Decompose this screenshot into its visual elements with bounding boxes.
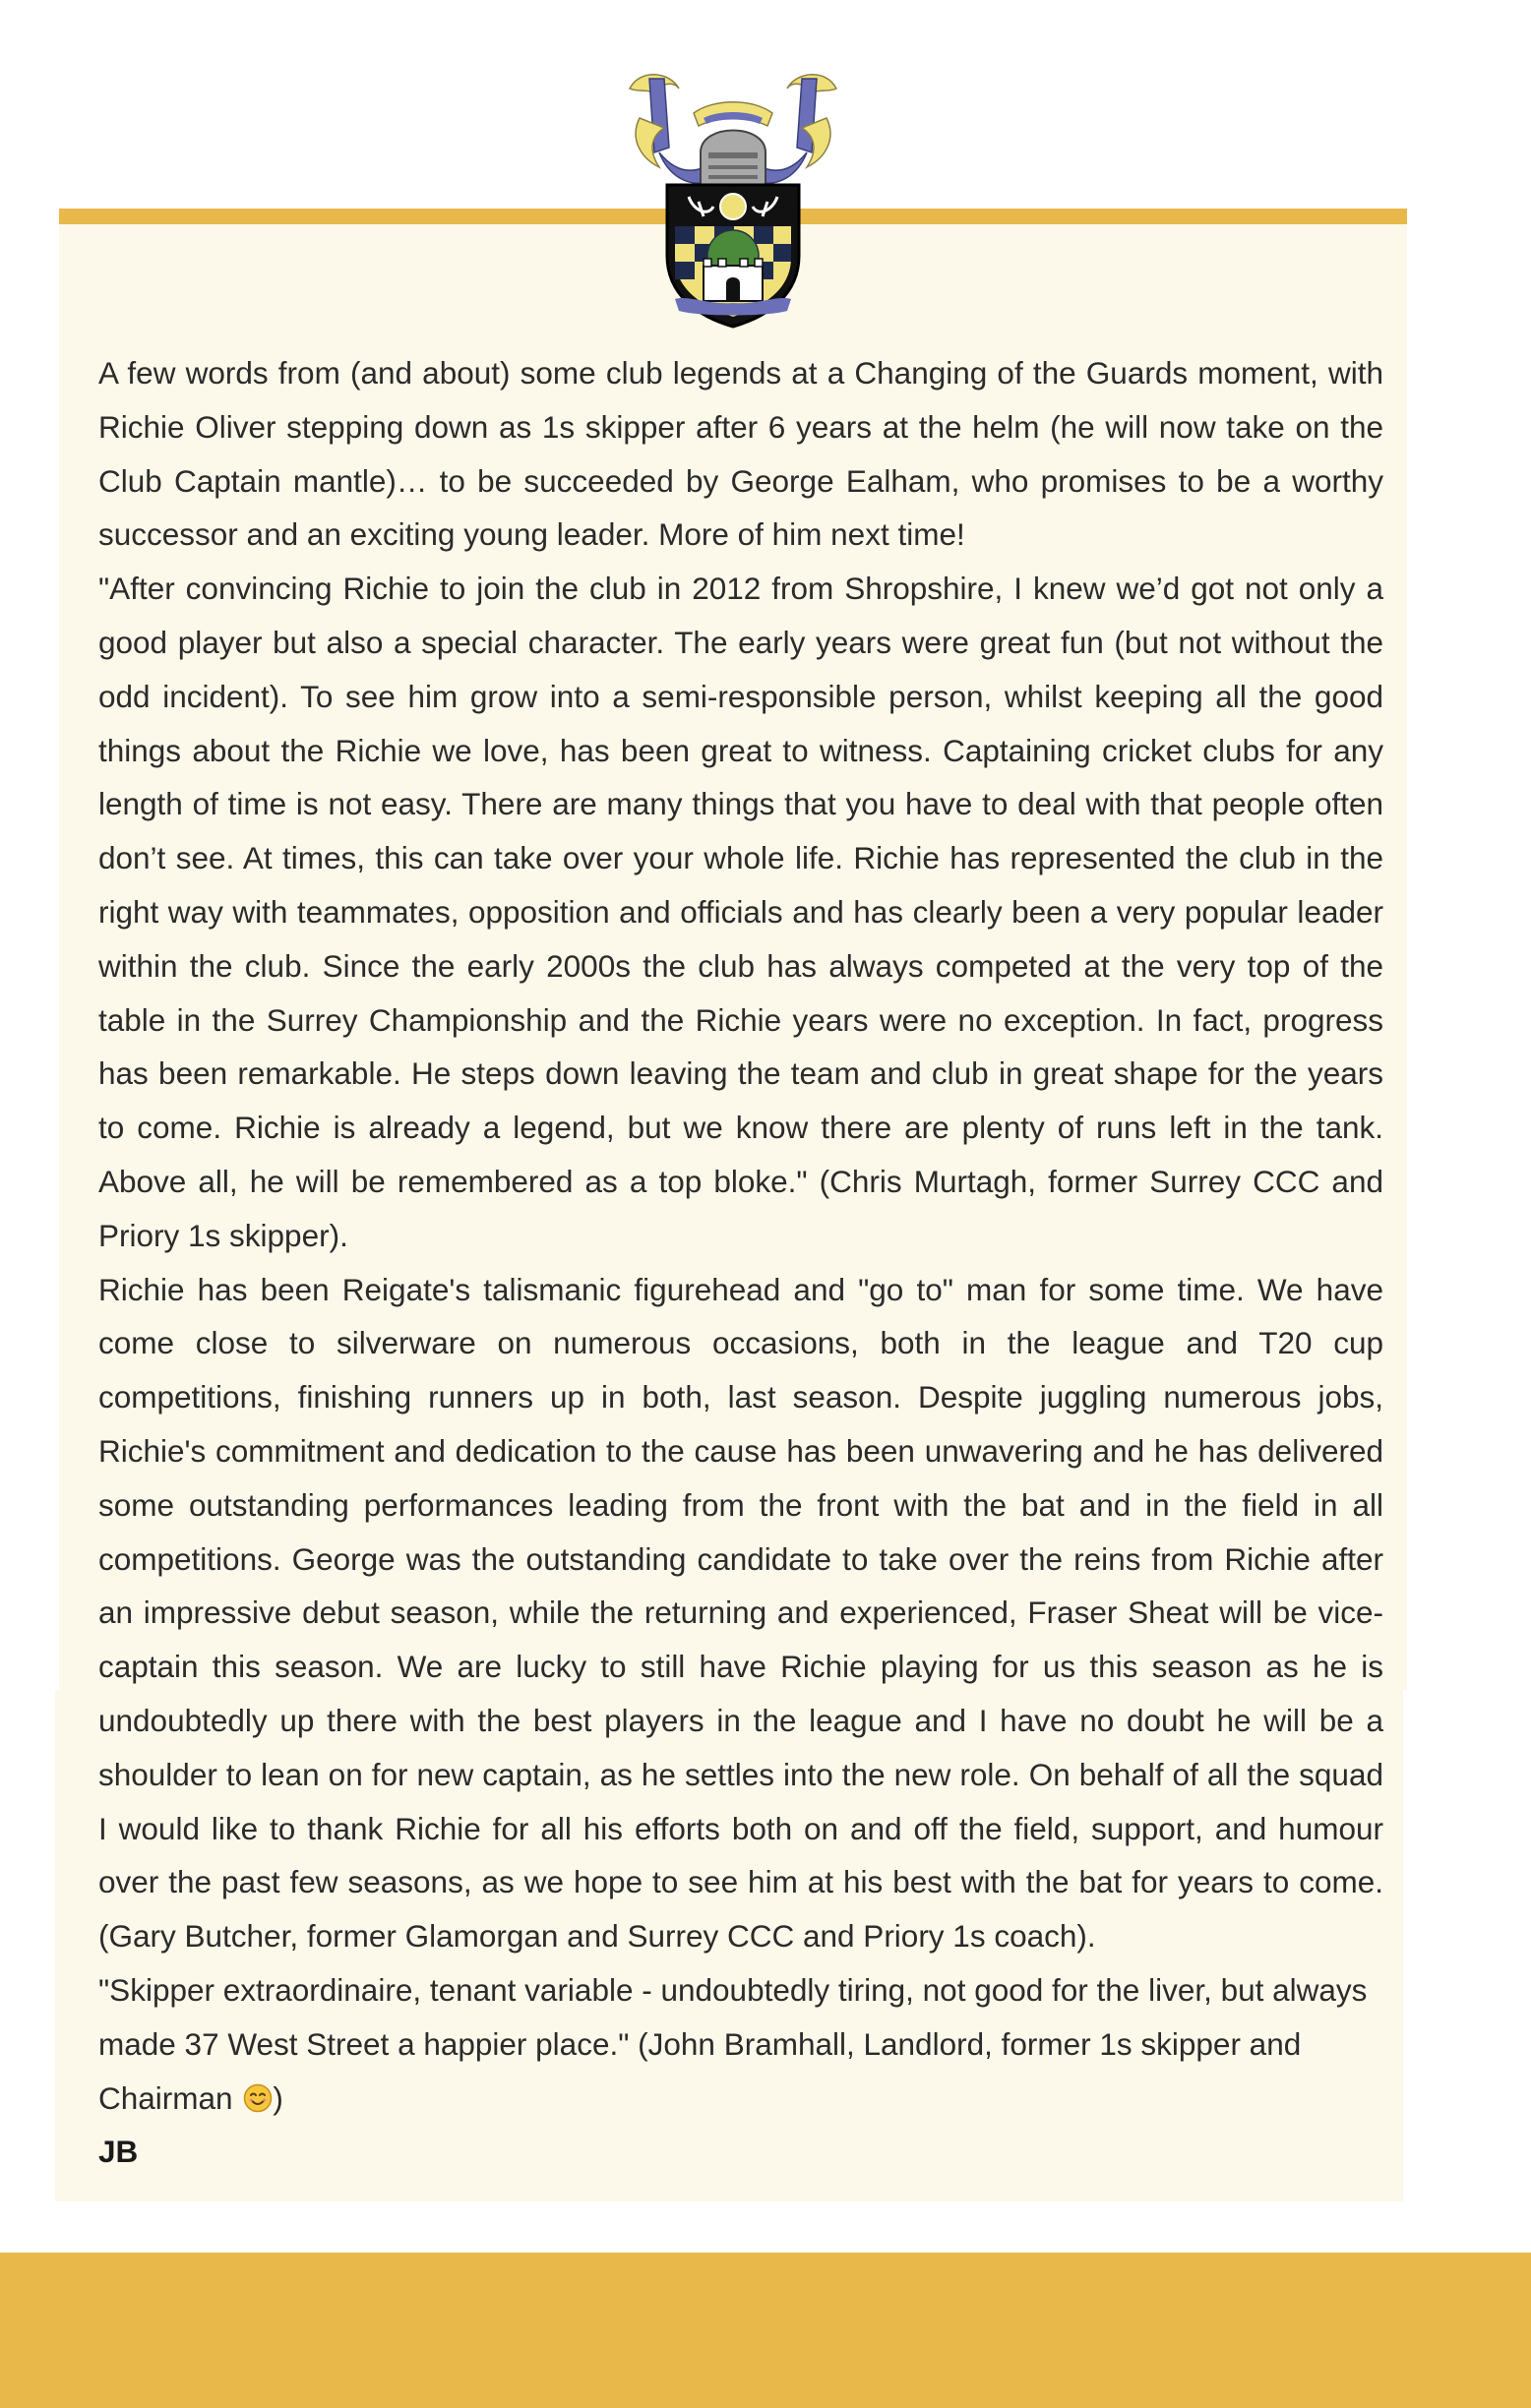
bramhall-quote-close: )	[273, 2079, 283, 2116]
author-signature: JB	[98, 2134, 139, 2170]
intro-paragraph: A few words from (and about) some club legends at a Changing of the Guards moment, with Richie Oliver stepping down as 1s skipper after 6 years at the helm (he will now take on the Club Captain mantle)… to be succeeded by George Ealham, who promises to be a worthy successor and an exciting young leader. More of him next time!	[98, 355, 1383, 553]
bramhall-quote-text: "Skipper extraordinaire, tenant variable - undoubtedly tiring, not good for the liver, but always made 37 West Street a happier place." (John Bramhall, Landlord, former 1s skipper and Chairman	[98, 1971, 1368, 2116]
smiling-face-icon	[243, 2083, 273, 2113]
bramhall-quote-paragraph	[98, 1963, 1383, 2125]
butcher-quote-paragraph: Richie has been Reigate's talismanic figurehead and "go to" man for some time. We have come close to silverware on numerous occasions, both in the league and T20 cup competitions, finishing runners up in both, last season. Despite juggling numerous jobs, Richie's commitment and dedication to the cause has been unwavering and he has delivered some outstanding performances leading from the front with the bat and in the field in all competitions. George was the outstanding candidate to take over the reins from Richie after an impressive debut season, while the returning and experienced, Fraser Sheat will be vice-captain this season. We are lucky to still have Richie playing for us this season as he is undoubtedly up there with the best players in the league and I have no doubt he will be a shoulder to lean on for new captain, as he settles into the new role. On behalf of all the squad I would like to thank Richie for all his efforts both on and off the field, support, and humour over the past few seasons, as we hope to see him at his best with the bat for years to come. (Gary Butcher, former Glamorgan and Surrey CCC and Priory 1s coach).	[98, 1271, 1383, 1955]
footer-gold-band	[0, 2253, 1531, 2408]
murtagh-quote-paragraph: "After convincing Richie to join the club in 2012 from Shropshire, I knew we’d got not only a good player but also a special character. The early years were great fun (but not without the odd incident). To see him grow into a semi-responsible person, whilst keeping all the good things about the Richie we love, has been great to witness. Captaining cricket clubs for any length of time is not easy. There are many things that you have to deal with that people often don’t see. At times, this can take over your whole life. Richie has represented the club in the right way with teammates, opposition and officials and has clearly been a very popular leader within the club. Since the early 2000s the club has always competed at the very top of the table in the Surrey Championship and the Richie years were no exception. In fact, progress has been remarkable. He steps down leaving the team and club in great shape for the years to come. Richie is already a legend, but we know there are plenty of runs left in the tank. Above all, he will be remembered as a top bloke." (Chris Murtagh, former Surrey CCC and Priory 1s skipper).	[98, 571, 1383, 1253]
article-body	[98, 346, 1383, 2179]
club-crest-icon	[620, 59, 846, 334]
